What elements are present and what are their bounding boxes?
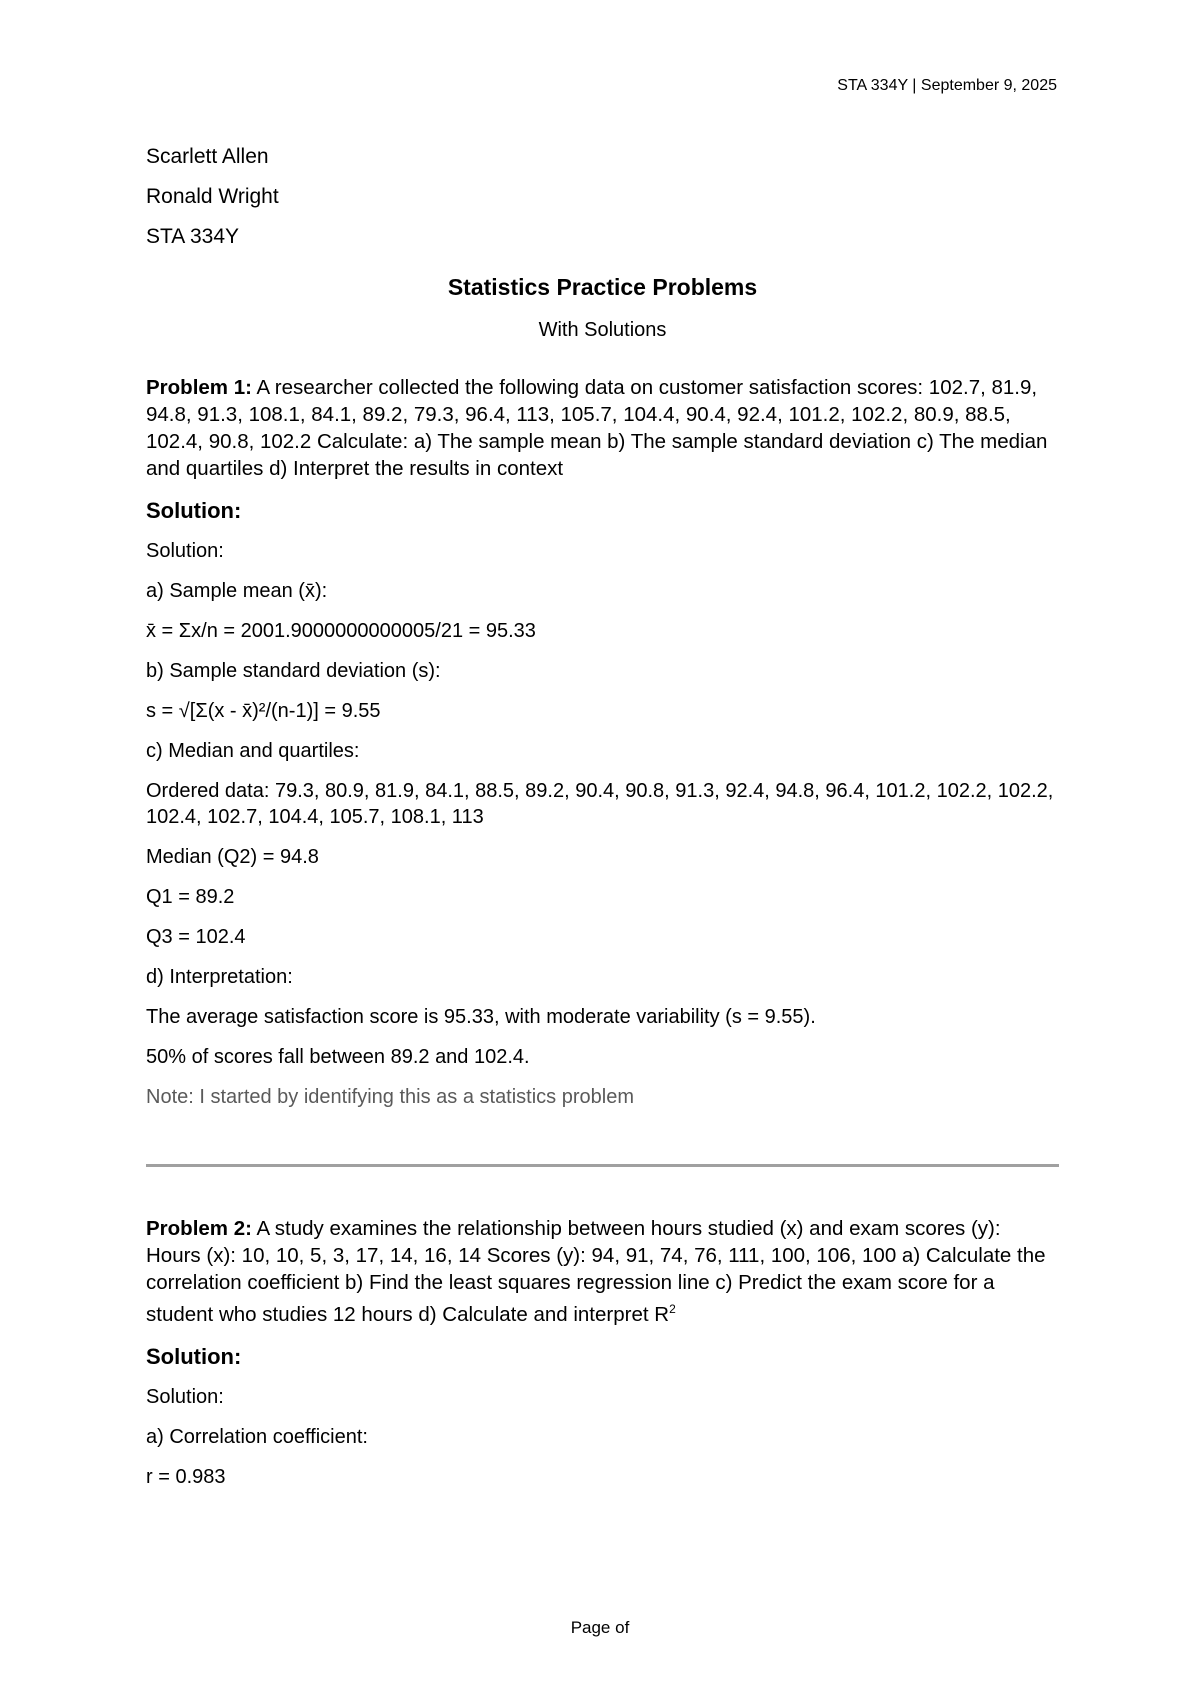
solution-step: d) Interpretation: bbox=[146, 966, 293, 988]
solution-step: s = √[Σ(x - x̄)²/(n-1)] = 9.55 bbox=[146, 700, 381, 722]
solution-step: Ordered data: 79.3, 80.9, 81.9, 84.1, 88.5, 89.2, 90.4, 90.8, 91.3, 92.4, 94.8, 96.4, 101.2, 102.2, 102.2, 102.4, 102.7, 104.4, 105.7, 108.1, 113 bbox=[146, 780, 1054, 828]
solution-step: Solution: bbox=[146, 540, 224, 562]
superscript-2: 2 bbox=[669, 1302, 676, 1316]
solution-step: The average satisfaction score is 95.33, with moderate variability (s = 9.55). bbox=[146, 1006, 816, 1028]
problem-1-statement bbox=[146, 374, 1059, 482]
course-code: STA 334Y bbox=[146, 225, 240, 248]
document-title: Statistics Practice Problems bbox=[447, 274, 758, 300]
solution-step: b) Sample standard deviation (s): bbox=[146, 660, 441, 682]
solution-step: 50% of scores fall between 89.2 and 102.4. bbox=[146, 1046, 530, 1068]
page-footer: Page of bbox=[570, 1618, 630, 1637]
problem-1-note: Note: I started by identifying this as a statistics problem bbox=[146, 1086, 634, 1108]
solution-step: Median (Q2) = 94.8 bbox=[146, 846, 319, 868]
solution-step: r = 0.983 bbox=[146, 1465, 226, 1488]
solution-step: c) Median and quartiles: bbox=[146, 740, 360, 762]
solution-step: Q1 = 89.2 bbox=[146, 886, 235, 908]
problem-2-text: A study examines the relationship between hours studied (x) and exam scores (y): Hours (x): 10, 10, 5, 3, 17, 14, 16, 14 Scores (y): 94, 91, 74, 76, 111, 100, 106, 100 a) Calculate the correlation coefficient b) Find the least squares regression line c) Predict the exam score for a student who studies 12 hours d) Calculate and interpret R bbox=[146, 1217, 1046, 1326]
problem-1-label: Problem 1: bbox=[146, 376, 252, 399]
solution-step: Solution: bbox=[146, 1385, 224, 1408]
solution-step: Q3 = 102.4 bbox=[146, 926, 246, 948]
problem-1-text: A researcher collected the following data on customer satisfaction scores: 102.7, 81.9, 94.8, 91.3, 108.1, 84.1, 89.2, 79.3, 96.4, 113, 105.7, 104.4, 90.4, 92.4, 101.2, 102.2, 80.9, 88.5, 102.4, 90.8, 102.2 Calculate: a) The sample mean b) The sample standard deviation c) The median and quartiles d) Interpret the results in context bbox=[146, 376, 1048, 480]
problem-2-statement bbox=[146, 1215, 1059, 1328]
document-subtitle: With Solutions bbox=[538, 319, 667, 341]
problem-2-solution-heading: Solution: bbox=[146, 1343, 242, 1369]
problem-1-solution-heading: Solution: bbox=[146, 498, 242, 523]
page-header: STA 334Y | September 9, 2025 bbox=[837, 77, 1057, 94]
solution-step: x̄ = Σx/n = 2001.9000000000005/21 = 95.33 bbox=[146, 620, 536, 642]
section-divider bbox=[146, 1164, 1059, 1167]
author-name: Scarlett Allen bbox=[146, 145, 269, 168]
document-body bbox=[146, 144, 1059, 1504]
author-name: Ronald Wright bbox=[146, 185, 279, 208]
solution-step: a) Sample mean (x̄): bbox=[146, 580, 328, 602]
problem-2-label: Problem 2: bbox=[146, 1217, 252, 1240]
solution-step: a) Correlation coefficient: bbox=[146, 1425, 368, 1448]
